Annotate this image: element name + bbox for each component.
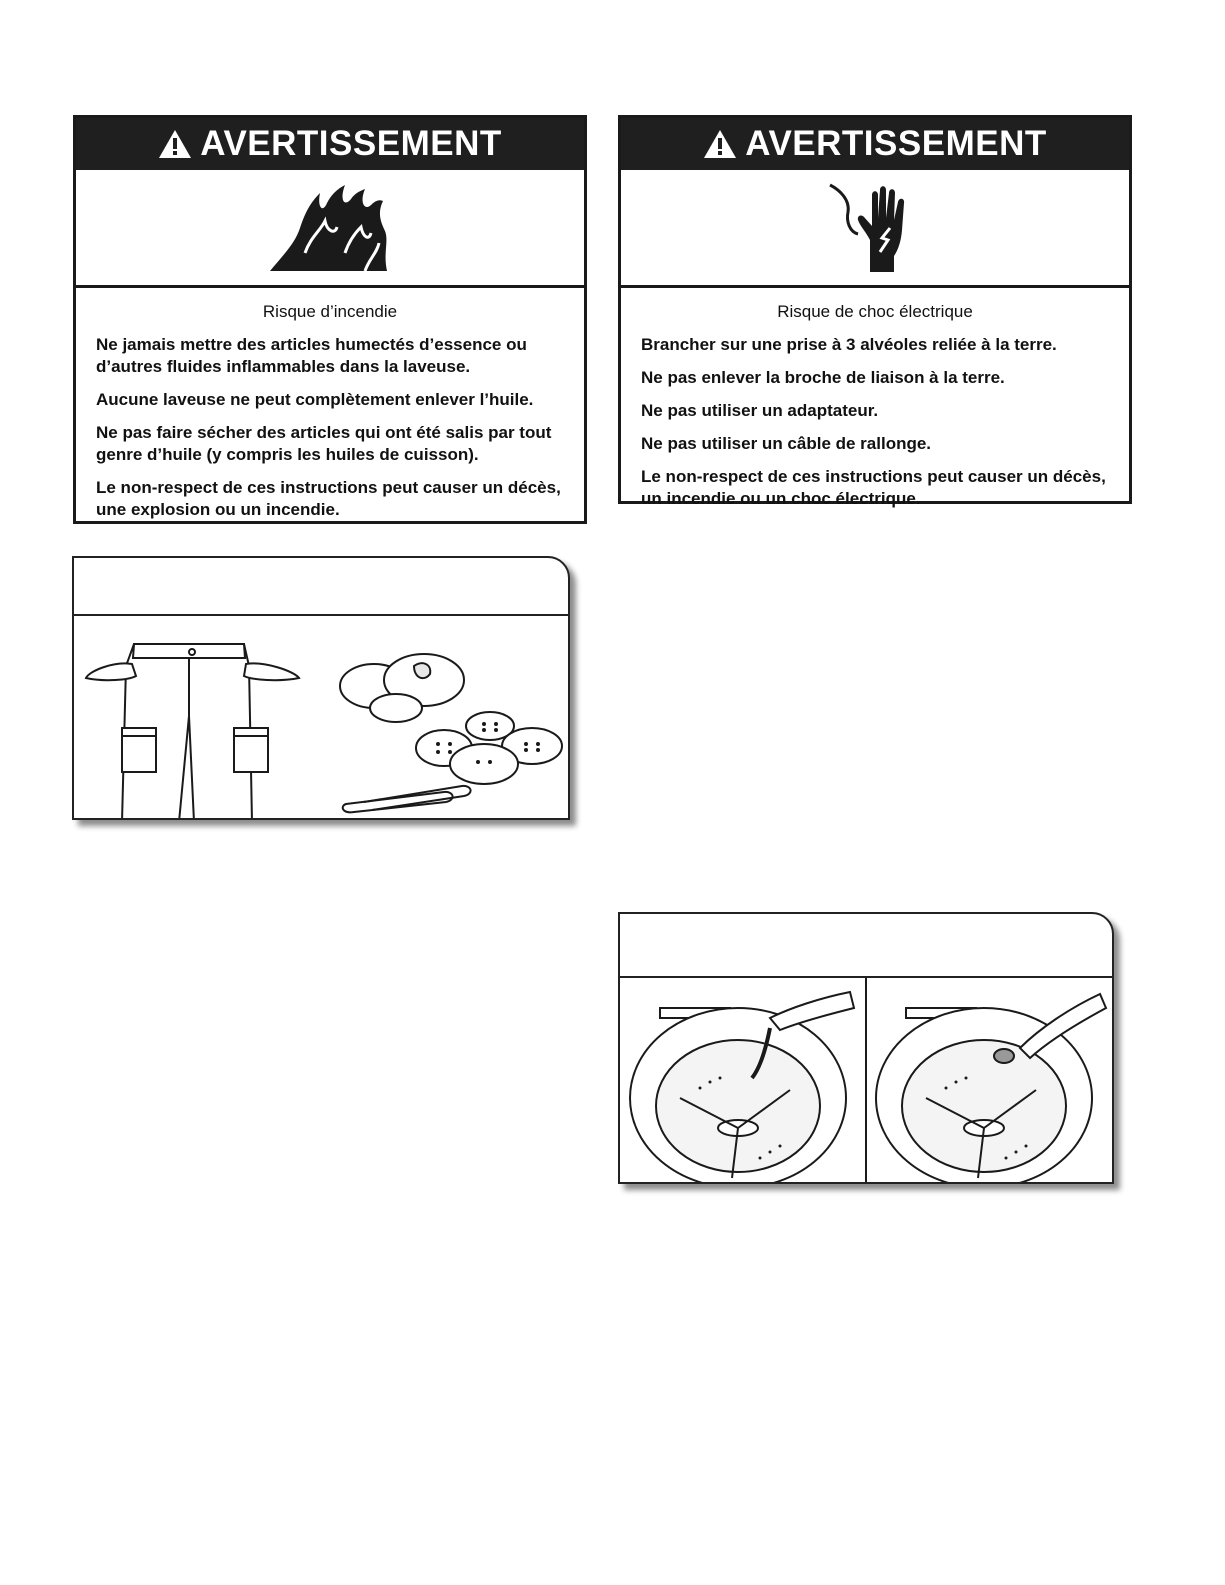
empty-pockets-illustration [72,556,570,820]
shock-warning-body [621,288,1129,510]
fire-warning-line: Aucune laveuse ne peut complètement enlever l’huile. [96,390,534,409]
shock-warning-line: Ne pas enlever la broche de liaison à la terre. [641,368,1005,387]
warning-triangle-icon [158,128,192,160]
shock-warning-line: Brancher sur une prise à 3 alvéoles reliée à la terre. [641,335,1057,354]
fire-warning-line: Ne jamais mettre des articles humectés d’essence ou d’autres fluides inflammables dans la laveuse. [96,335,527,376]
fire-warning-line: Le non-respect de ces instructions peut causer un décès, une explosion ou un incendie. [96,478,561,519]
fire-warning-body [76,288,584,521]
shock-warning-box [618,115,1132,508]
figure-header-bar [620,914,1112,978]
shock-warning-subtitle: Risque de choc électrique [777,302,973,321]
figure-header-bar [74,558,568,616]
fire-warning-title: AVERTISSEMENT [200,124,502,163]
shock-warning-header [621,118,1129,170]
fire-warning-header [76,118,584,170]
fire-warning-box [73,115,587,524]
washer-drum-illustration [618,912,1114,1184]
shock-warning-line: Ne pas utiliser un câble de rallonge. [641,434,932,453]
electric-shock-hand-icon [621,170,1129,288]
shock-warning-title: AVERTISSEMENT [745,124,1047,163]
shock-warning-line: Ne pas utiliser un adaptateur. [641,401,879,420]
fire-warning-subtitle: Risque d’incendie [262,302,398,321]
figure-art [620,978,1112,1184]
warning-triangle-icon [703,128,737,160]
fire-warning-line: Ne pas faire sécher des articles qui ont été salis par tout genre d’huile (y compris les huiles de cuisson). [96,423,552,464]
figure-art [74,616,568,820]
shock-warning-line: Le non-respect de ces instructions peut causer un décès, un incendie ou un choc électrique. [641,467,1106,508]
fire-hazard-icon [76,170,584,288]
